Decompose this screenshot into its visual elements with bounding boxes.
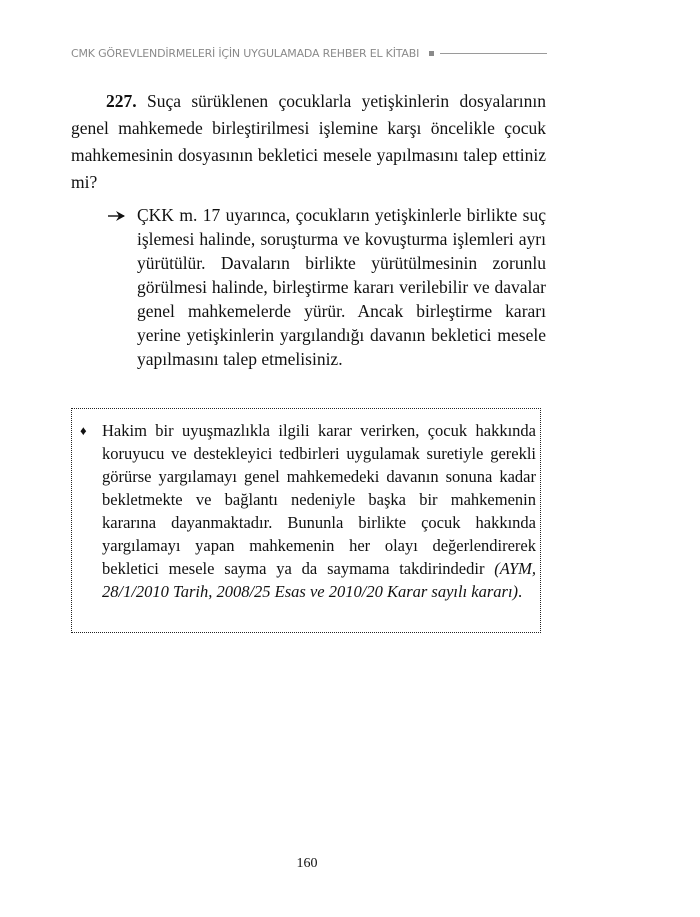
arrow-icon	[107, 203, 137, 371]
note-citation: (AYM, 28/1/2010 Tarih, 2008/25 Esas ve 2010/20 Karar sayılı kararı)	[102, 559, 536, 601]
note-content	[80, 419, 536, 603]
note-box	[71, 408, 541, 633]
answer-block	[107, 203, 546, 371]
page-number: 160	[296, 856, 318, 871]
header-divider	[440, 53, 547, 54]
question-number: 227.	[106, 91, 137, 111]
header-square-icon	[429, 51, 434, 56]
note-body: Hakim bir uyuşmazlıkla ilgili karar verirken, çocuk hakkında koruyucu ve destekleyici tedbirleri uygulamak suretiyle gerekli görürse yargılamayı genel mahkemedeki davanın sonuna kadar bekletmekte ve bağlantı nedeniyle başka bir mahkemenin kararına dayanmaktadır. Bununla birlikte çocuk hakkında yargılamayı yapan mahkemenin her olayı değerlendirerek bekletici mesele sayma ya da saymama takdirindedir	[102, 421, 536, 578]
note-trailing: .	[518, 582, 523, 601]
answer-text: ÇKK m. 17 uyarınca, çocukların yetişkinlerle birlikte suç işlemesi halinde, soruşturma ve kovuşturma işlemleri ayrı yürütülür. Davaların birlikte yürütülmesinin zorunlu görülmesi halinde, birleştirme kararı verilebilir ve davalar genel mahkemelerde yürür. Ancak birleştirme kararı yerine yetişkinlerin yargılandığı davanın bekletici mesele yapılmasını talep etmelisiniz.	[137, 205, 546, 369]
note-text	[102, 419, 536, 603]
question-text: Suça sürüklenen çocuklarla yetişkinlerin dosyalarının genel mahkemede birleştirilmesi işlemine karşı öncelikle çocuk mahkemesinin dosyasının bekletici mesele yapılmasını talep ettiniz mi?	[71, 91, 546, 192]
running-header	[71, 44, 547, 62]
question-paragraph	[71, 88, 546, 196]
diamond-icon: ♦	[80, 423, 87, 438]
running-title: CMK GÖREVLENDİRMELERİ İÇİN UYGULAMADA REHBER EL KİTABI	[71, 46, 420, 60]
